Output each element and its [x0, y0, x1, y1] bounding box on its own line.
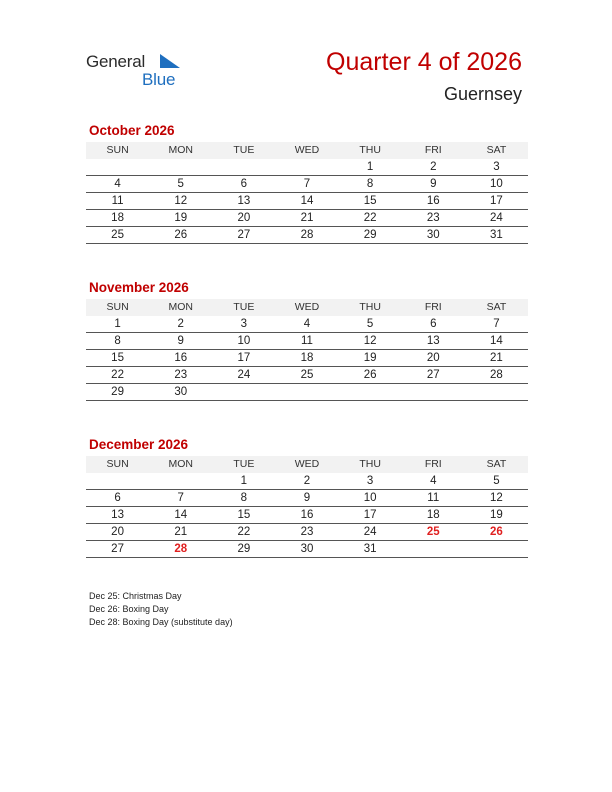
day-cell: 25	[402, 524, 465, 541]
day-cell	[86, 473, 149, 490]
weekday-header-row	[86, 142, 528, 159]
weekday-header: FRI	[402, 142, 465, 159]
day-cell: 16	[402, 193, 465, 210]
day-cell: 20	[402, 350, 465, 367]
week-row	[86, 159, 528, 176]
page-title: Quarter 4 of 2026	[326, 48, 522, 76]
week-row	[86, 384, 528, 401]
day-cell: 19	[465, 507, 528, 524]
day-cell: 11	[275, 333, 338, 350]
weekday-header: THU	[339, 142, 402, 159]
day-cell	[149, 159, 212, 176]
day-cell: 20	[86, 524, 149, 541]
week-row	[86, 524, 528, 541]
day-cell: 31	[339, 541, 402, 558]
day-cell: 8	[339, 176, 402, 193]
day-cell: 26	[339, 367, 402, 384]
day-cell: 5	[339, 316, 402, 333]
day-cell: 23	[402, 210, 465, 227]
day-cell: 22	[339, 210, 402, 227]
month-title: December 2026	[89, 437, 189, 452]
day-cell: 1	[212, 473, 275, 490]
month-november	[86, 280, 528, 401]
weekday-header: MON	[149, 456, 212, 473]
logo-triangle-icon	[160, 54, 180, 68]
logo-word-general: General	[86, 52, 146, 71]
week-row	[86, 227, 528, 244]
day-cell: 7	[275, 176, 338, 193]
day-cell: 18	[275, 350, 338, 367]
week-row	[86, 367, 528, 384]
week-row	[86, 316, 528, 333]
week-row	[86, 176, 528, 193]
day-cell: 19	[149, 210, 212, 227]
month-title: October 2026	[89, 123, 175, 138]
week-row	[86, 541, 528, 558]
month-calendar	[86, 456, 528, 558]
day-cell: 27	[212, 227, 275, 244]
day-cell: 24	[339, 524, 402, 541]
weekday-header: WED	[275, 456, 338, 473]
day-cell: 14	[465, 333, 528, 350]
weekday-header: FRI	[402, 456, 465, 473]
day-cell: 15	[212, 507, 275, 524]
day-cell: 2	[402, 159, 465, 176]
day-cell: 8	[212, 490, 275, 507]
day-cell: 6	[86, 490, 149, 507]
weekday-header: TUE	[212, 142, 275, 159]
weekday-header: TUE	[212, 456, 275, 473]
weekday-header: MON	[149, 142, 212, 159]
day-cell: 17	[465, 193, 528, 210]
country-name: Guernsey	[443, 84, 522, 104]
weekday-header-row	[86, 456, 528, 473]
day-cell: 23	[275, 524, 338, 541]
holiday-note: Dec 25: Christmas Day	[89, 591, 182, 601]
day-cell	[275, 159, 338, 176]
day-cell: 14	[149, 507, 212, 524]
weekday-header: SUN	[86, 456, 149, 473]
day-cell: 25	[275, 367, 338, 384]
day-cell	[339, 384, 402, 401]
holiday-note: Dec 26: Boxing Day	[89, 604, 169, 614]
day-cell: 9	[275, 490, 338, 507]
day-cell: 4	[86, 176, 149, 193]
day-cell: 26	[465, 524, 528, 541]
day-cell: 6	[402, 316, 465, 333]
week-row	[86, 490, 528, 507]
logo	[86, 52, 196, 92]
day-cell: 12	[149, 193, 212, 210]
day-cell	[465, 384, 528, 401]
weekday-header: SUN	[86, 299, 149, 316]
day-cell: 21	[149, 524, 212, 541]
weekday-header: WED	[275, 142, 338, 159]
day-cell: 29	[86, 384, 149, 401]
month-december	[86, 437, 528, 558]
day-cell: 27	[402, 367, 465, 384]
weekday-header: FRI	[402, 299, 465, 316]
day-cell: 19	[339, 350, 402, 367]
day-cell: 6	[212, 176, 275, 193]
day-cell	[402, 384, 465, 401]
day-cell: 14	[275, 193, 338, 210]
day-cell: 3	[339, 473, 402, 490]
day-cell: 28	[149, 541, 212, 558]
holiday-notes	[89, 590, 233, 629]
day-cell: 7	[465, 316, 528, 333]
day-cell: 8	[86, 333, 149, 350]
day-cell: 2	[149, 316, 212, 333]
holiday-note: Dec 28: Boxing Day (substitute day)	[89, 617, 233, 627]
day-cell: 24	[465, 210, 528, 227]
day-cell: 26	[149, 227, 212, 244]
weekday-header: THU	[339, 299, 402, 316]
day-cell	[149, 473, 212, 490]
weekday-header: SAT	[465, 456, 528, 473]
day-cell: 4	[275, 316, 338, 333]
day-cell: 3	[465, 159, 528, 176]
day-cell: 7	[149, 490, 212, 507]
day-cell: 27	[86, 541, 149, 558]
month-title: November 2026	[89, 280, 189, 295]
day-cell: 2	[275, 473, 338, 490]
day-cell: 16	[149, 350, 212, 367]
day-cell: 17	[339, 507, 402, 524]
day-cell: 1	[86, 316, 149, 333]
day-cell: 16	[275, 507, 338, 524]
week-row	[86, 350, 528, 367]
day-cell: 9	[402, 176, 465, 193]
day-cell: 22	[212, 524, 275, 541]
day-cell: 12	[465, 490, 528, 507]
day-cell: 3	[212, 316, 275, 333]
month-calendar	[86, 299, 528, 401]
week-row	[86, 507, 528, 524]
day-cell: 21	[275, 210, 338, 227]
week-row	[86, 473, 528, 490]
day-cell: 25	[86, 227, 149, 244]
day-cell: 23	[149, 367, 212, 384]
day-cell: 21	[465, 350, 528, 367]
weekday-header: SUN	[86, 142, 149, 159]
day-cell: 31	[465, 227, 528, 244]
day-cell: 10	[339, 490, 402, 507]
day-cell: 29	[339, 227, 402, 244]
weekday-header: SAT	[465, 299, 528, 316]
day-cell	[402, 541, 465, 558]
day-cell: 13	[86, 507, 149, 524]
day-cell: 13	[212, 193, 275, 210]
day-cell: 4	[402, 473, 465, 490]
day-cell: 15	[339, 193, 402, 210]
weekday-header: WED	[275, 299, 338, 316]
day-cell	[212, 159, 275, 176]
logo-word-blue: Blue	[142, 70, 176, 89]
day-cell	[86, 159, 149, 176]
day-cell: 30	[275, 541, 338, 558]
weekday-header: TUE	[212, 299, 275, 316]
day-cell: 29	[212, 541, 275, 558]
day-cell: 17	[212, 350, 275, 367]
day-cell: 5	[149, 176, 212, 193]
weekday-header: MON	[149, 299, 212, 316]
month-october	[86, 123, 528, 244]
day-cell: 13	[402, 333, 465, 350]
week-row	[86, 193, 528, 210]
month-calendar	[86, 142, 528, 244]
day-cell: 10	[465, 176, 528, 193]
day-cell: 11	[86, 193, 149, 210]
day-cell	[275, 384, 338, 401]
weekday-header: THU	[339, 456, 402, 473]
day-cell: 28	[275, 227, 338, 244]
day-cell: 30	[149, 384, 212, 401]
week-row	[86, 210, 528, 227]
day-cell: 12	[339, 333, 402, 350]
day-cell: 15	[86, 350, 149, 367]
weekday-header-row	[86, 299, 528, 316]
day-cell: 1	[339, 159, 402, 176]
week-row	[86, 333, 528, 350]
day-cell: 5	[465, 473, 528, 490]
day-cell	[212, 384, 275, 401]
day-cell: 10	[212, 333, 275, 350]
day-cell: 22	[86, 367, 149, 384]
day-cell: 24	[212, 367, 275, 384]
day-cell: 20	[212, 210, 275, 227]
day-cell: 11	[402, 490, 465, 507]
day-cell: 18	[86, 210, 149, 227]
day-cell: 18	[402, 507, 465, 524]
weekday-header: SAT	[465, 142, 528, 159]
day-cell: 28	[465, 367, 528, 384]
day-cell: 9	[149, 333, 212, 350]
day-cell	[465, 541, 528, 558]
day-cell: 30	[402, 227, 465, 244]
